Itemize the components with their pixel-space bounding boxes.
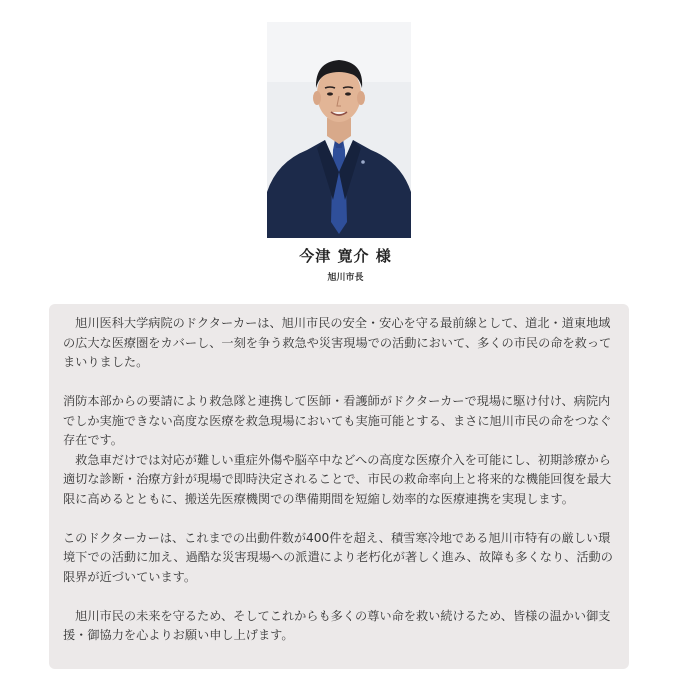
person-illustration [267, 22, 411, 238]
portrait-photo [267, 22, 411, 238]
paragraph-gap [63, 373, 615, 393]
message-paragraph-3: 救急車だけでは対応が難しい重症外傷や脳卒中などへの高度な医療介入を可能にし、初期診療から適切な診断・治療方針が現場で即時決定されることで、市民の救命率向上と将来的な機能回復を最大限に高めるとともに、搬送先医療機関での準備期間を短縮し効率的な医療連携を実現します。 [63, 452, 612, 506]
person-name: 今津 寛介 様 [299, 247, 392, 265]
message-box [49, 304, 629, 669]
paragraph-gap [63, 587, 615, 607]
paragraph-gap [63, 509, 615, 529]
message-paragraph-4: このドクターカーは、これまでの出動件数が400件を超え、積雪寒冷地である旭川市特有の厳しい環境下での活動に加え、過酷な災害現場への派遣により老朽化が著しく進み、故障も多くなり、活動の限界が近づいています。 [63, 530, 613, 584]
person-role: 旭川市長 [327, 273, 364, 283]
message-paragraph-2: 消防本部からの要請により救急隊と連携して医師・看護師がドクターカーで現場に駆け付け、病院内でしか実施できない高度な医療を救急現場においても実施可能とする、まさに旭川市民の命をつなぐ存在です。 [63, 394, 612, 447]
message-paragraph-1: 旭川医科大学病院のドクターカーは、旭川市民の安全・安心を守る最前線として、道北・道東地域の広大な医療圏をカバーし、一刻を争う救急や災害現場での活動において、多くの市民の命を救ってまいりました。 [63, 316, 612, 369]
message-paragraph-5: 旭川市民の未来を守るため、そしてこれからも多くの尊い命を救い続けるため、皆様の温かい御支援・御協力を心よりお願い申し上げます。 [63, 608, 611, 642]
